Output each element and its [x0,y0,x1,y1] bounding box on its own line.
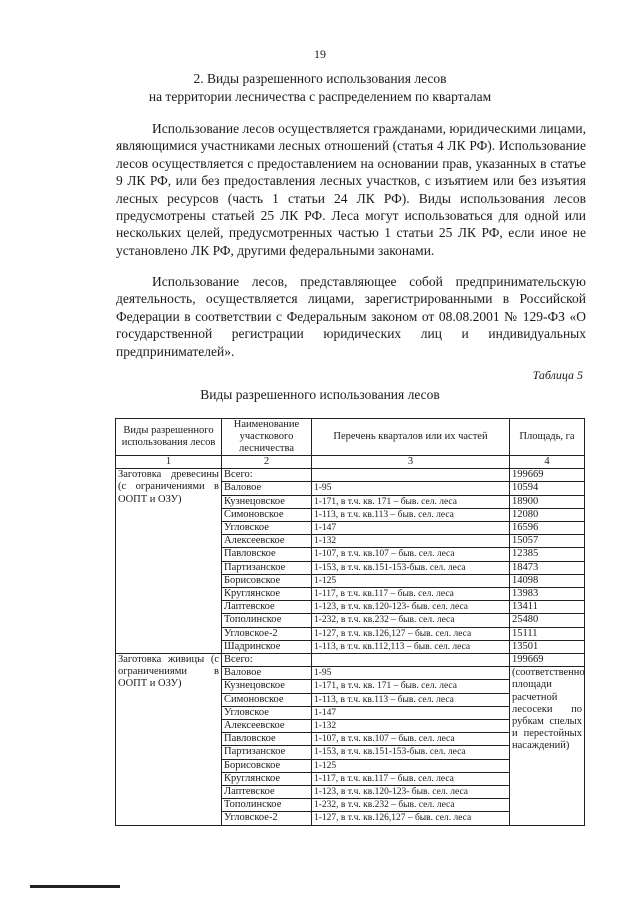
use-type-cell: Заготовка древесины (с ограничениями в ООПТ и ОЗУ) [116,469,222,654]
table-title: Виды разрешенного использования лесов [200,387,440,402]
quarters-cell: 1-95 [312,482,510,495]
quarters-cell: 1-147 [312,522,510,535]
column-number-cell: 3 [312,456,510,469]
footer-rule [30,885,120,888]
quarters-cell: 1-113, в т.ч. кв.112,113 – быв. сел. леса [312,640,510,653]
area-cell: 13983 [510,588,585,601]
forestry-name-cell: Тополинское [222,614,312,627]
land-use-table [115,418,585,826]
forestry-name-cell: Партизанское [222,746,312,759]
quarters-cell: 1-113, в т.ч. кв.113 – быв. сел. леса [312,508,510,521]
forestry-name-cell: Симоновское [222,508,312,521]
body-paragraph-1: Использование лесов осуществляется гражданами, юридическими лицами, являющимися участниками лесных отношений (статья 4 ЛК РФ). Использование лесов осуществляется с предоставлением на основании прав, указанных в статье 9 ЛК РФ, или без предоставления лесных участков, с изъятием или без изъятия лесных ресурсов (часть 1 статьи 24 ЛК РФ). Виды использования лесов предусмотрены статьей 25 ЛК РФ. Леса могут использоваться для одной или нескольких целей, предусмотренных частью 1 статьи 25 ЛК РФ, если иное не установлено ЛК РФ, другими федеральными законами. [116,121,586,258]
forestry-name-cell: Всего: [222,654,312,667]
area-cell: 25480 [510,614,585,627]
forestry-name-cell: Всего: [222,469,312,482]
column-number-cell: 1 [116,456,222,469]
quarters-cell: 1-153, в т.ч. кв.151-153-быв. сел. леса [312,561,510,574]
quarters-cell: 1-123, в т.ч. кв.120-123- быв. сел. леса [312,601,510,614]
page-number: 19 [314,47,326,61]
area-cell: 14098 [510,574,585,587]
forestry-name-cell: Тополинское [222,799,312,812]
area-cell: 15057 [510,535,585,548]
forestry-name-cell: Круглянское [222,772,312,785]
forestry-name-cell: Партизанское [222,561,312,574]
quarters-cell: 1-232, в т.ч. кв.232 – быв. сел. леса [312,799,510,812]
forestry-name-cell: Шадринское [222,640,312,653]
forestry-name-cell: Кузнецовское [222,495,312,508]
forestry-name-cell: Угловское [222,706,312,719]
table-row [116,654,585,667]
area-cell: 12080 [510,508,585,521]
forestry-name-cell: Симоновское [222,693,312,706]
forestry-name-cell: Валовое [222,482,312,495]
quarters-cell: 1-95 [312,667,510,680]
quarters-cell: 1-107, в т.ч. кв.107 – быв. сел. леса [312,733,510,746]
quarters-cell: 1-127, в т.ч. кв.126,127 – быв. сел. леса [312,627,510,640]
forestry-name-cell: Лаптевское [222,601,312,614]
quarters-cell: 1-117, в т.ч. кв.117 – быв. сел. леса [312,772,510,785]
forestry-name-cell: Лаптевское [222,786,312,799]
header-cell: Перечень кварталов или их частей [312,419,510,456]
header-cell: Площадь, га [510,419,585,456]
forestry-name-cell: Борисовское [222,574,312,587]
area-cell: 18473 [510,561,585,574]
quarters-cell: 1-125 [312,574,510,587]
use-type-cell: Заготовка живицы (с ограничениями в ООПТ и ОЗУ) [116,654,222,826]
quarters-cell: 1-113, в т.ч. кв.113 – быв. сел. леса [312,693,510,706]
section-heading-line-1: 2. Виды разрешенного использования лесов [193,71,447,86]
forestry-name-cell: Угловское-2 [222,812,312,825]
quarters-cell: 1-171, в т.ч. кв. 171 – быв. сел. леса [312,680,510,693]
table-header-row [116,419,585,456]
area-cell: 199669 [510,469,585,482]
quarters-cell [312,469,510,482]
body-paragraph-2: Использование лесов, представляющее собой предпринимательскую деятельность, осуществляется лицами, зарегистрированными в Российской Федерации в соответствии с Федеральным законом от 08.08.2001 № 129-ФЗ «О государственной регистрации юридических лиц и индивидуальных предпринимателей». [116,274,586,359]
section-heading-line-2: на территории лесничества с распределением по кварталам [148,89,492,104]
quarters-cell [312,654,510,667]
quarters-cell: 1-127, в т.ч. кв.126,127 – быв. сел. леса [312,812,510,825]
quarters-cell: 1-132 [312,720,510,733]
table-row [116,469,585,482]
area-cell: 18900 [510,495,585,508]
forestry-name-cell: Круглянское [222,588,312,601]
header-cell: Виды разрешенного использования лесов [116,419,222,456]
forestry-name-cell: Алексеевское [222,535,312,548]
forestry-name-cell: Угловское [222,522,312,535]
area-cell: 12385 [510,548,585,561]
table-label: Таблица 5 [532,368,583,382]
quarters-cell: 1-132 [312,535,510,548]
quarters-cell: 1-117, в т.ч. кв.117 – быв. сел. леса [312,588,510,601]
forestry-name-cell: Валовое [222,667,312,680]
forestry-name-cell: Павловское [222,548,312,561]
forestry-name-cell: Алексеевское [222,720,312,733]
area-note-cell: (соответственно площади расчетной лесосеки по рубкам спелых и перестойных насаждений) [510,667,585,825]
quarters-cell: 1-107, в т.ч. кв.107 – быв. сел. леса [312,548,510,561]
quarters-cell: 1-171, в т.ч. кв. 171 – быв. сел. леса [312,495,510,508]
area-cell: 10594 [510,482,585,495]
quarters-cell: 1-232, в т.ч. кв.232 – быв. сел. леса [312,614,510,627]
column-number-cell: 2 [222,456,312,469]
header-cell: Наименование участкового лесничества [222,419,312,456]
forestry-name-cell: Угловское-2 [222,627,312,640]
forestry-name-cell: Борисовское [222,759,312,772]
area-cell: 13411 [510,601,585,614]
forestry-name-cell: Кузнецовское [222,680,312,693]
area-cell: 15111 [510,627,585,640]
forestry-name-cell: Павловское [222,733,312,746]
quarters-cell: 1-125 [312,759,510,772]
area-cell: 16596 [510,522,585,535]
quarters-cell: 1-123, в т.ч. кв.120-123- быв. сел. леса [312,786,510,799]
section-heading [0,70,640,106]
area-cell: 13501 [510,640,585,653]
area-cell: 199669 [510,654,585,667]
column-number-cell: 4 [510,456,585,469]
column-number-row [116,456,585,469]
quarters-cell: 1-147 [312,706,510,719]
quarters-cell: 1-153, в т.ч. кв.151-153-быв. сел. леса [312,746,510,759]
